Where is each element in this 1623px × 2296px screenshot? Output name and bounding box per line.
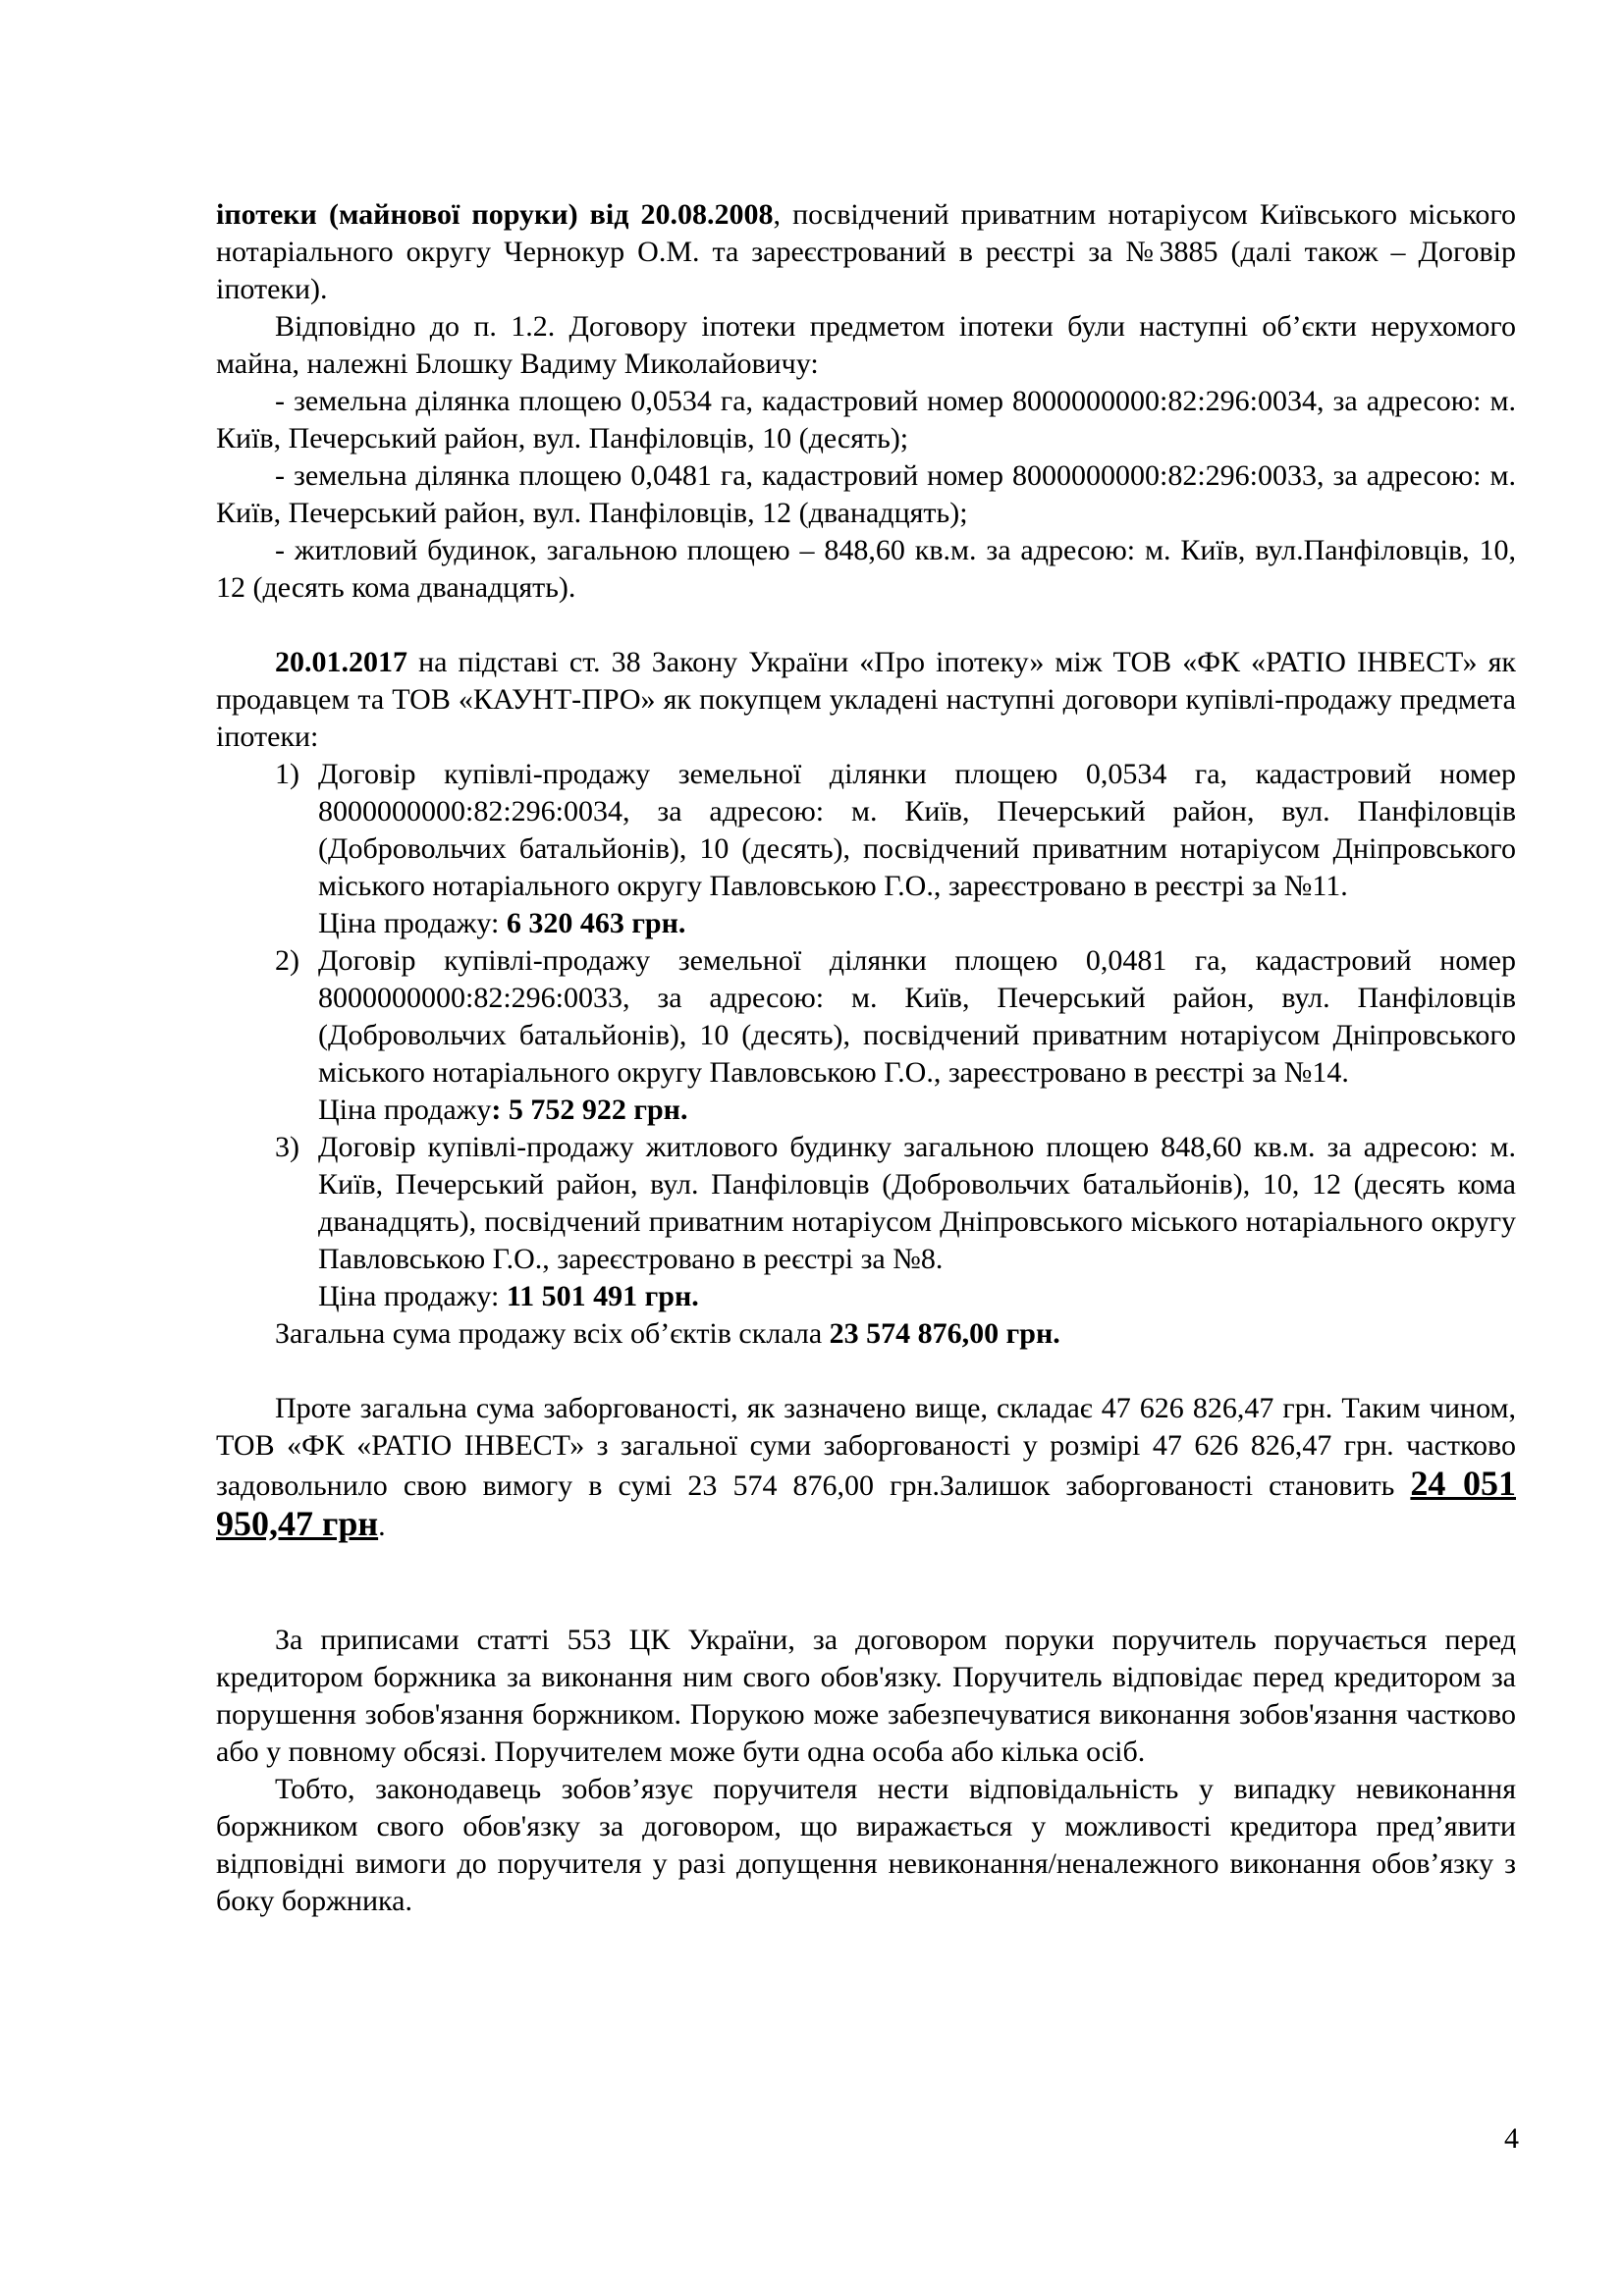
paragraph-hypothec-objects: Відповідно до п. 1.2. Договору іпотеки предметом іпотеки були наступні об’єкти нерухомого майна, належні Блошку Вадиму Миколайовичу: — [216, 310, 1516, 380]
contract-3-price-value: 11 501 491 грн. — [506, 1280, 699, 1312]
paragraph-article-553: За приписами статті 553 ЦК України, за договором поруки поручитель поручається перед кредитором боржника за виконання ним свого обов'язку. Поручитель відповідає перед кредитором за порушення зобов'язання боржником. Порукою може забезпечуватися виконання зобов'язання частково або у повному обсязі. Поручителем може бути одна особа або кілька осіб. — [216, 1624, 1516, 1768]
total-sum-value: 23 574 876,00 грн. — [829, 1317, 1060, 1350]
bullet-land-plot-0534: - земельна ділянка площею 0,0534 га, кадастровий номер 8000000000:82:296:0034, за адресою: м. Київ, Печерський район, вул. Панфіловців, 10 (десять); — [216, 385, 1516, 454]
contract-1-price-label: Ціна продажу: — [318, 907, 507, 939]
total-sum-label: Загальна сума продажу всіх об’єктів склала — [275, 1317, 830, 1350]
debt-balance-period: . — [378, 1510, 386, 1542]
bullet-residential-house: - житловий будинок, загальною площею – 848,60 кв.м. за адресою: м. Київ, вул.Панфіловців, 10, 12 (десять кома дванадцять). — [216, 534, 1516, 604]
paragraph-hypothec-intro — [216, 196, 1516, 308]
contract-1-price-value: 6 320 463 грн. — [506, 907, 686, 939]
list-item-contract-1 — [216, 756, 1516, 905]
list-number-3: 3) — [275, 1131, 299, 1163]
sale-intro-text: на підставі ст. 38 Закону України «Про іпотеку» між ТОВ «ФК «РАТІО ІНВЕСТ» як продавцем та ТОВ «КАУНТ-ПРО» як покупцем укладені наступні договори купівлі-продажу предмета іпотеки: — [216, 646, 1516, 753]
contract-1-text: Договір купівлі-продажу земельної ділянки площею 0,0534 га, кадастровий номер 8000000000:82:296:0034, за адресою: м. Київ, Печерський район, вул. Панфіловців (Добровольчих батальйонів), 10 (десять), посвідчений приватним нотаріусом Дніпровського міського нотаріального округу Павловською Г.О., зареєстровано в реєстрі за №11. — [318, 758, 1516, 902]
contract-3-price-line — [216, 1278, 1516, 1315]
contract-2-price-value: : 5 752 922 грн. — [491, 1094, 688, 1126]
hypothec-intro-text: , посвідчений приватним нотаріусом Київського міського нотаріального округу Чернокур О.М. та зареєстрований в реєстрі за №3885 (далі також – Договір іпотеки). — [216, 198, 1516, 305]
contract-2-price-line — [216, 1092, 1516, 1129]
contract-1-price-line — [216, 905, 1516, 942]
list-item-contract-3 — [216, 1129, 1516, 1278]
paragraph-sale-contracts-intro — [216, 644, 1516, 756]
contract-3-text: Договір купівлі-продажу житлового будинку загальною площею 848,60 кв.м. за адресою: м. Київ, Печерський район, вул. Панфіловців (Добровольчих батальйонів), 10, 12 (десять кома дванадцять), посвідчений приватним нотаріусом Дніпровського міського нотаріального округу Павловською Г.О., зареєстровано в реєстрі за №8. — [318, 1131, 1516, 1275]
document-body — [216, 196, 1516, 1920]
contract-3-price-label: Ціна продажу: — [318, 1280, 507, 1312]
list-number-1: 1) — [275, 758, 299, 790]
page-number: 4 — [1504, 2122, 1519, 2155]
paragraph-debt-balance — [216, 1390, 1516, 1545]
paragraph-guarantor-liability: Тобто, законодавець зобов’язує поручителя нести відповідальність у випадку невиконання боржником свого обов'язку за договором, що виражається у можливості кредитора пред’явити відповідні вимоги до поручителя у разі допущення невиконання/неналежного виконання обов’язку з боку боржника. — [216, 1773, 1516, 1917]
list-item-contract-2 — [216, 942, 1516, 1092]
contract-2-price-label: Ціна продажу — [318, 1094, 492, 1126]
paragraph-total-sum — [216, 1315, 1516, 1353]
bullet-land-plot-0481: - земельна ділянка площею 0,0481 га, кадастровий номер 8000000000:82:296:0033, за адресою: м. Київ, Печерський район, вул. Панфіловців, 12 (дванадцять); — [216, 459, 1516, 529]
debt-balance-text: Проте загальна сума заборгованості, як зазначено вище, складає 47 626 826,47 грн. Таким чином, ТОВ «ФК «РАТІО ІНВЕСТ» з загальної суми заборгованості у розмірі 47 626 826,47 грн. частково задовольнило свою вимогу в сумі 23 574 876,00 грн.Залишок заборгованості становить — [216, 1392, 1516, 1502]
contract-2-text: Договір купівлі-продажу земельної ділянки площею 0,0481 га, кадастровий номер 8000000000:82:296:0033, за адресою: м. Київ, Печерський район, вул. Панфіловців (Добровольчих батальйонів), 10 (десять), посвідчений приватним нотаріусом Дніпровського міського нотаріального округу Павловською Г.О., зареєстровано в реєстрі за №14. — [318, 944, 1516, 1089]
sale-date: 20.01.2017 — [275, 646, 407, 678]
hypothec-contract-date: іпотеки (майнової поруки) від 20.08.2008 — [216, 198, 774, 231]
list-number-2: 2) — [275, 944, 299, 977]
debt-balance-amount: 24 051 950,47 грн — [216, 1464, 1516, 1543]
